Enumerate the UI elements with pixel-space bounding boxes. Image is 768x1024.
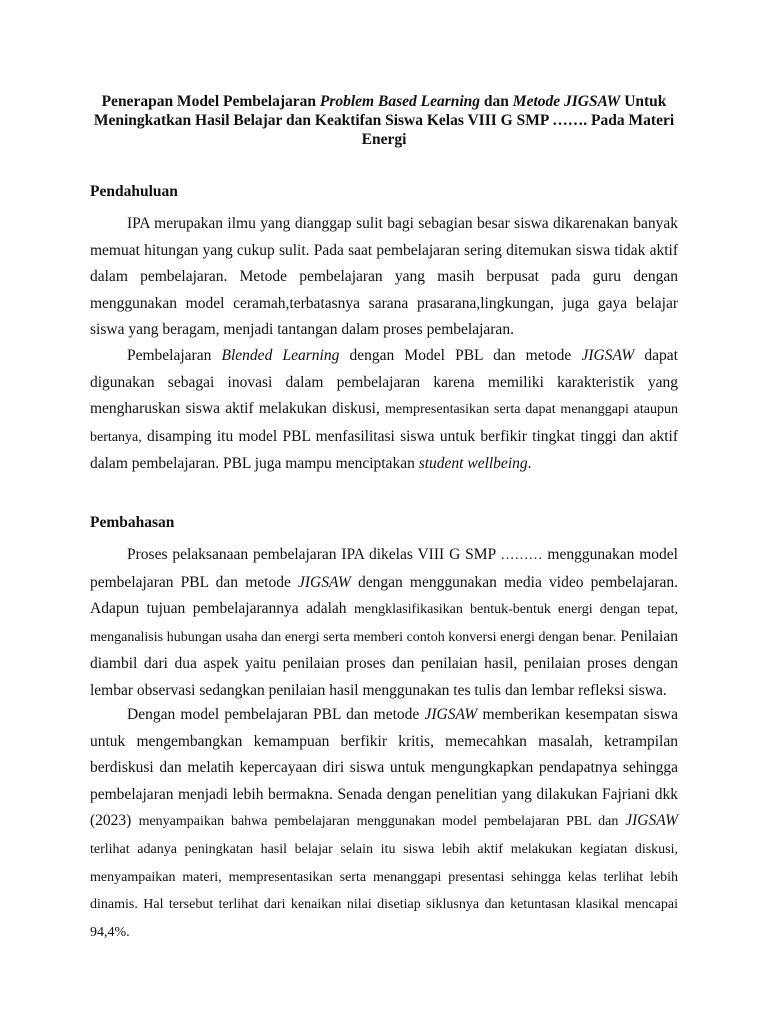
- text-run: dapat digunakan sebagai inovasi dalam pembelajaran karena memiliki karakteristik yang mengharuskan siswa aktif melakukan diskusi,: [90, 347, 678, 418]
- italic-term: JIGSAW: [424, 706, 478, 723]
- document-title: [90, 92, 678, 149]
- italic-term: Blended Learning: [221, 347, 340, 364]
- italic-term: JIGSAW: [581, 347, 635, 364]
- italic-term: student wellbeing: [418, 455, 528, 473]
- text-run: Penilaian diambil dari dua aspek yaitu penilaian proses dan penilaian hasil, penilaian proses dengan lembar observasi sedangkan penilaian hasil menggunakan tes tulis dan lembar refleksi siswa.: [90, 627, 678, 699]
- text-run: memberikan kesempatan siswa untuk mengembangkan kemampuan berfikir kritis, memecahkan masalah, ketrampilan berdiskusi dan melatih kepercayaan diri siswa untuk mengungkapkan pendapatnya sehingga pembelajaran menjadi lebih bermakna. Senada dengan penelitian yang dilakukan Fajriani dkk (2023): [90, 706, 679, 830]
- text-run: .: [527, 455, 532, 473]
- text-run: dengan menggunakan media video pembelajaran. Adapun tujuan pembelajarannya adalah: [90, 573, 678, 618]
- text-run-small: ………: [500, 548, 543, 563]
- text-run-small: menyampaikan bahwa pembelajaran menggunakan model pembelajaran PBL dan: [138, 814, 626, 830]
- intro-paragraph-2: [90, 343, 678, 478]
- text-run-small: terlihat adanya peningkatan hasil belajar selain itu siswa lebih aktif melakukan kegiatan diskusi, menyampaikan materi, mempresentasikan serta menanggapi presentasi sehingga kelas terlihat lebih dinamis. Hal tersebut terlihat dari kenaikan nilai disetiap siklusnya dan ketuntasan klasikal mencapai 94,4%.: [90, 841, 678, 940]
- italic-term: JIGSAW: [298, 573, 351, 591]
- title-part: Untuk Meningkatkan Hasil Belajar dan Keaktifan Siswa Kelas VIII G SMP ……. Pada Materi Energi: [93, 93, 675, 148]
- text-run: dengan Model PBL dan metode: [339, 347, 582, 364]
- italic-term: JIGSAW: [625, 812, 678, 830]
- title-part: dan: [480, 93, 513, 110]
- text-run: Pembelajaran: [127, 347, 222, 364]
- heading-pembahasan: Pembahasan: [90, 514, 175, 531]
- intro-paragraph-1: IPA merupakan ilmu yang dianggap sulit bagi sebagian besar siswa dikarenakan banyak memuat hitungan yang cukup sulit. Pada saat pembelajaran sering ditemukan siswa tidak aktif dalam pembelajaran. Metode pembelajaran yang masih berpusat pada guru dengan menggunakan model ceramah,terbatasnya sarana prasarana,lingkungan, juga gaya belajar siswa yang beragam, menjadi tantangan dalam proses pembelajaran.: [90, 215, 678, 339]
- text-run: disamping itu model PBL menfasilitasi siswa untuk berfikir tingkat tinggi dan aktif dalam pembelajaran. PBL juga mampu menciptakan: [90, 427, 678, 473]
- text-run: menggunakan model pembelajaran PBL dan metode: [90, 546, 678, 591]
- body-paragraph-1: [90, 542, 678, 705]
- text-run-small: mempresentasikan serta dapat menanggapi ataupun bertanya,: [90, 402, 678, 445]
- text-run-small: mengklasifikasikan bentuk-bentuk energi dengan tepat, menganalisis hubungan usaha dan energi serta memberi contoh konversi energi dengan benar.: [90, 602, 678, 645]
- title-italic-jigsaw: Metode JIGSAW: [512, 93, 621, 110]
- title-part: Penerapan Model Pembelajaran: [101, 93, 320, 110]
- text-run: Dengan model pembelajaran PBL dan metode: [127, 706, 425, 723]
- body-paragraph-2: [90, 702, 678, 946]
- title-italic-pbl: Problem Based Learning: [319, 93, 481, 110]
- text-run: Proses pelaksanaan pembelajaran IPA dikelas VIII G SMP: [127, 546, 501, 563]
- heading-pendahuluan: Pendahuluan: [90, 183, 178, 200]
